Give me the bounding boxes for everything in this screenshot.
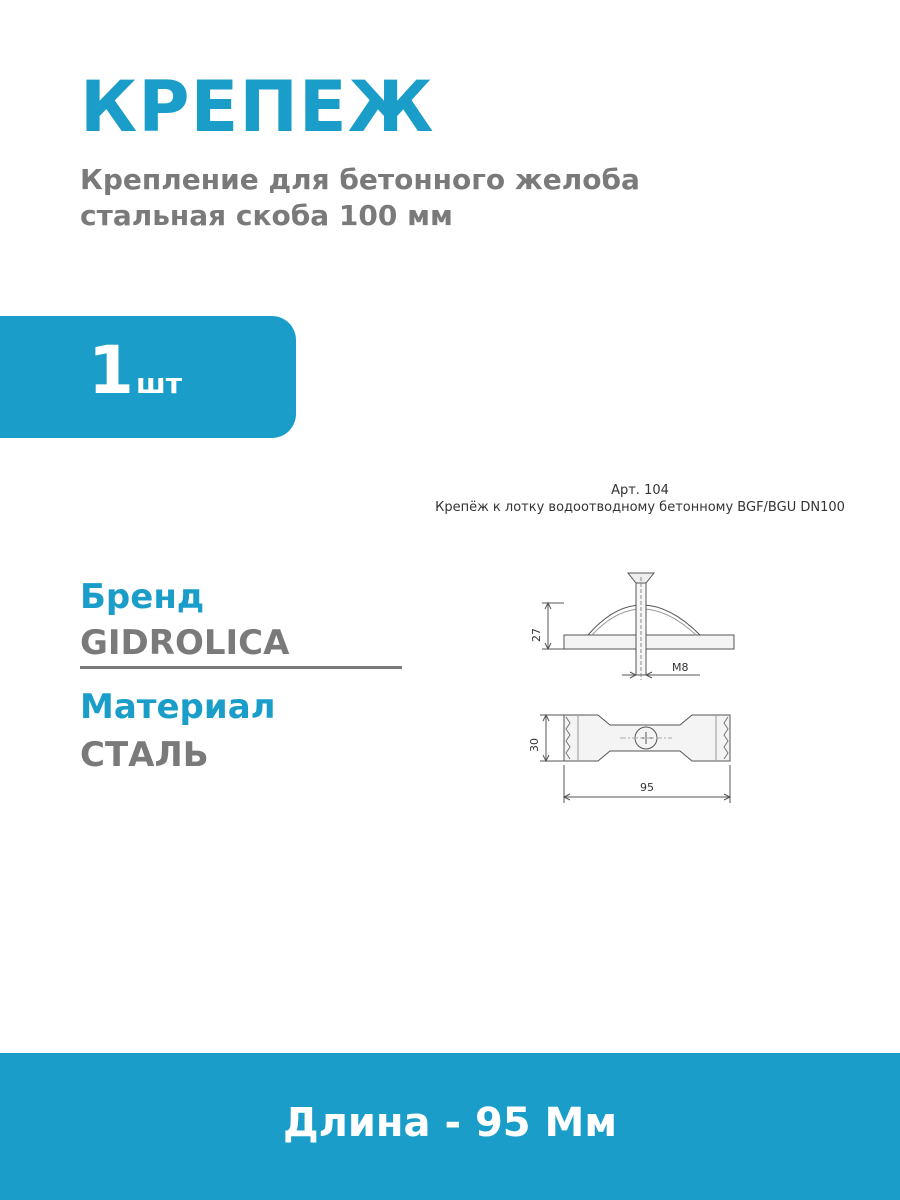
quantity-number: 1 bbox=[88, 332, 134, 409]
side-view-plate bbox=[564, 635, 734, 649]
drawing-description: Крепёж к лотку водоотводному бетонному BGF/BGU DN100 bbox=[435, 500, 845, 515]
subtitle-line-1: Крепление для бетонного желоба bbox=[80, 163, 640, 196]
material-value: СТАЛЬ bbox=[80, 735, 209, 775]
dim-length-label: 95 bbox=[640, 781, 654, 794]
footer-length-text: Длина - 95 Мм bbox=[282, 1100, 618, 1146]
drawing-article: Арт. 104 bbox=[611, 483, 669, 498]
dim-thread-label: M8 bbox=[672, 661, 689, 674]
dim-width-label: 30 bbox=[528, 738, 541, 752]
quantity-unit: шт bbox=[136, 367, 182, 400]
brand-value: GIDROLICA bbox=[80, 623, 290, 663]
material-label: Материал bbox=[80, 687, 276, 727]
product-category-title: КРЕПЕЖ bbox=[80, 66, 435, 148]
drawing-caption bbox=[380, 482, 900, 516]
technical-drawing bbox=[500, 555, 760, 815]
dim-height-label: 27 bbox=[530, 628, 543, 642]
spec-divider bbox=[80, 666, 402, 669]
product-subtitle bbox=[80, 162, 780, 234]
subtitle-line-2: стальная скоба 100 мм bbox=[80, 199, 453, 232]
brand-label: Бренд bbox=[80, 577, 205, 617]
